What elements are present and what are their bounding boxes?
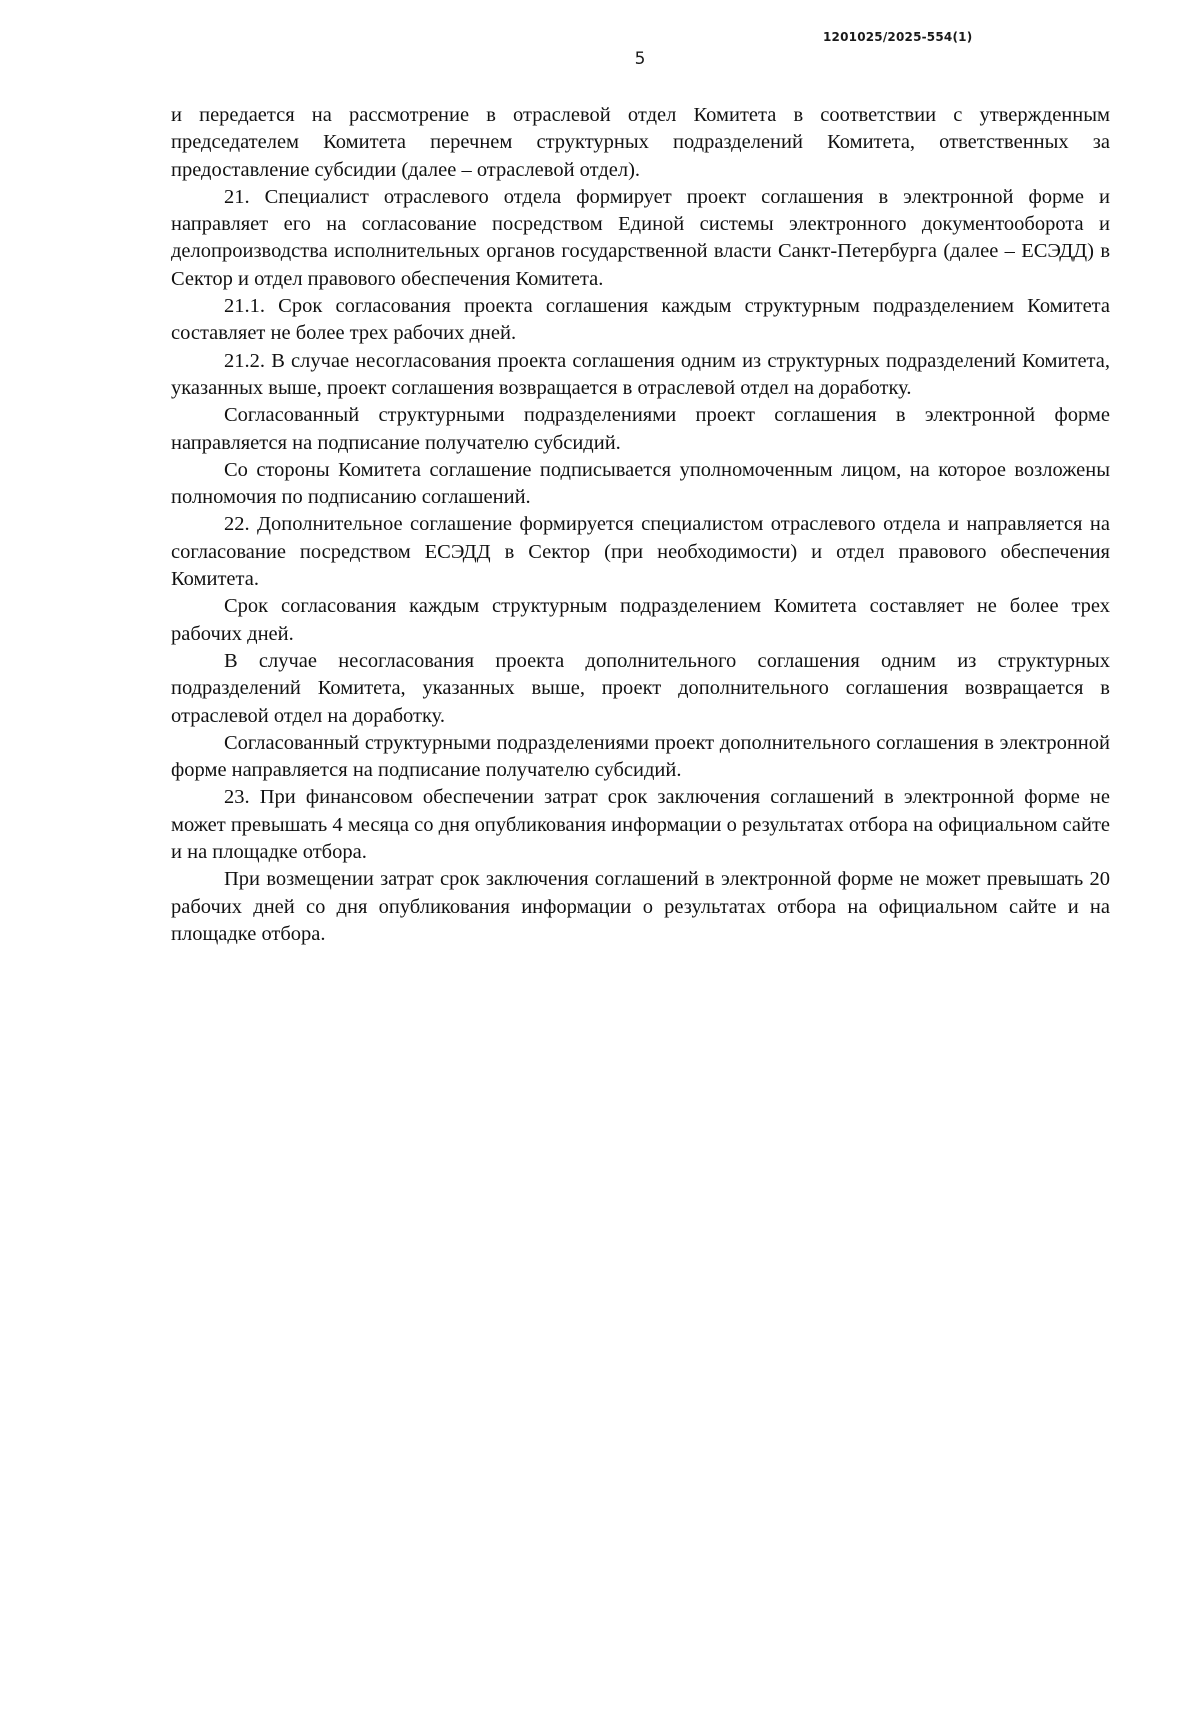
paragraph-continuation: и передается на рассмотрение в отраслевой отдел Комитета в соответствии с утвержденным председателем Комитета перечнем структурных подразделений Комитета, ответственных за предоставление субсидии (далее – отраслевой отдел). (171, 104, 1110, 181)
paragraph-23: 23. При финансовом обеспечении затрат срок заключения соглашений в электронной форме не может превышать 4 месяца со дня опубликования информации о результатах отбора на официальном сайте и на площадке отбора. (171, 786, 1110, 864)
document-body (171, 102, 1110, 948)
page-number: 5 (634, 49, 646, 69)
document-registration-number: 1201025/2025-554(1) (823, 30, 973, 44)
paragraph-21-2: 21.2. В случае несогласования проекта соглашения одним из структурных подразделений Комитета, указанных выше, проект соглашения возвращается в отраслевой отдел на доработку. (171, 349, 1110, 399)
paragraph-21: 21. Специалист отраслевого отдела формирует проект соглашения в электронной форме и направляет его на согласование посредством Единой системы электронного документооборота и делопроизводства исполнительных органов государственной власти Санкт-Петербурга (далее – ЕСЭДД) в Сектор и отдел правового обеспечения Комитета. (171, 185, 1110, 290)
paragraph-22-rejection: В случае несогласования проекта дополнительного соглашения одним из структурных подразделений Комитета, указанных выше, проект дополнительного соглашения возвращается в отраслевой отдел на доработку. (171, 649, 1110, 727)
paragraph-21-2-signing: Со стороны Комитета соглашение подписывается уполномоченным лицом, на которое возложены полномочия по подписанию соглашений. (171, 458, 1110, 509)
paragraph-23-reimbursement: При возмещении затрат срок заключения соглашений в электронной форме не может превышать 20 рабочих дней со дня опубликования информации о результатах отбора на официальном сайте и на площадке отбора. (171, 868, 1110, 945)
paragraph-22: 22. Дополнительное соглашение формируется специалистом отраслевого отдела и направляется на согласование посредством ЕСЭДД в Сектор (при необходимости) и отдел правового обеспечения Комитета. (171, 513, 1110, 591)
paragraph-22-approved: Согласованный структурными подразделениями проект дополнительного соглашения в электронной форме направляется на подписание получателю субсидий. (171, 731, 1110, 782)
paragraph-22-term: Срок согласования каждым структурным подразделением Комитета составляет не более трех рабочих дней. (171, 595, 1110, 645)
paragraph-21-1: 21.1. Срок согласования проекта соглашения каждым структурным подразделением Комитета составляет не более трех рабочих дней. (171, 295, 1110, 345)
paragraph-21-2-approved: Согласованный структурными подразделениями проект соглашения в электронной форме направляется на подписание получателю субсидий. (171, 404, 1110, 454)
